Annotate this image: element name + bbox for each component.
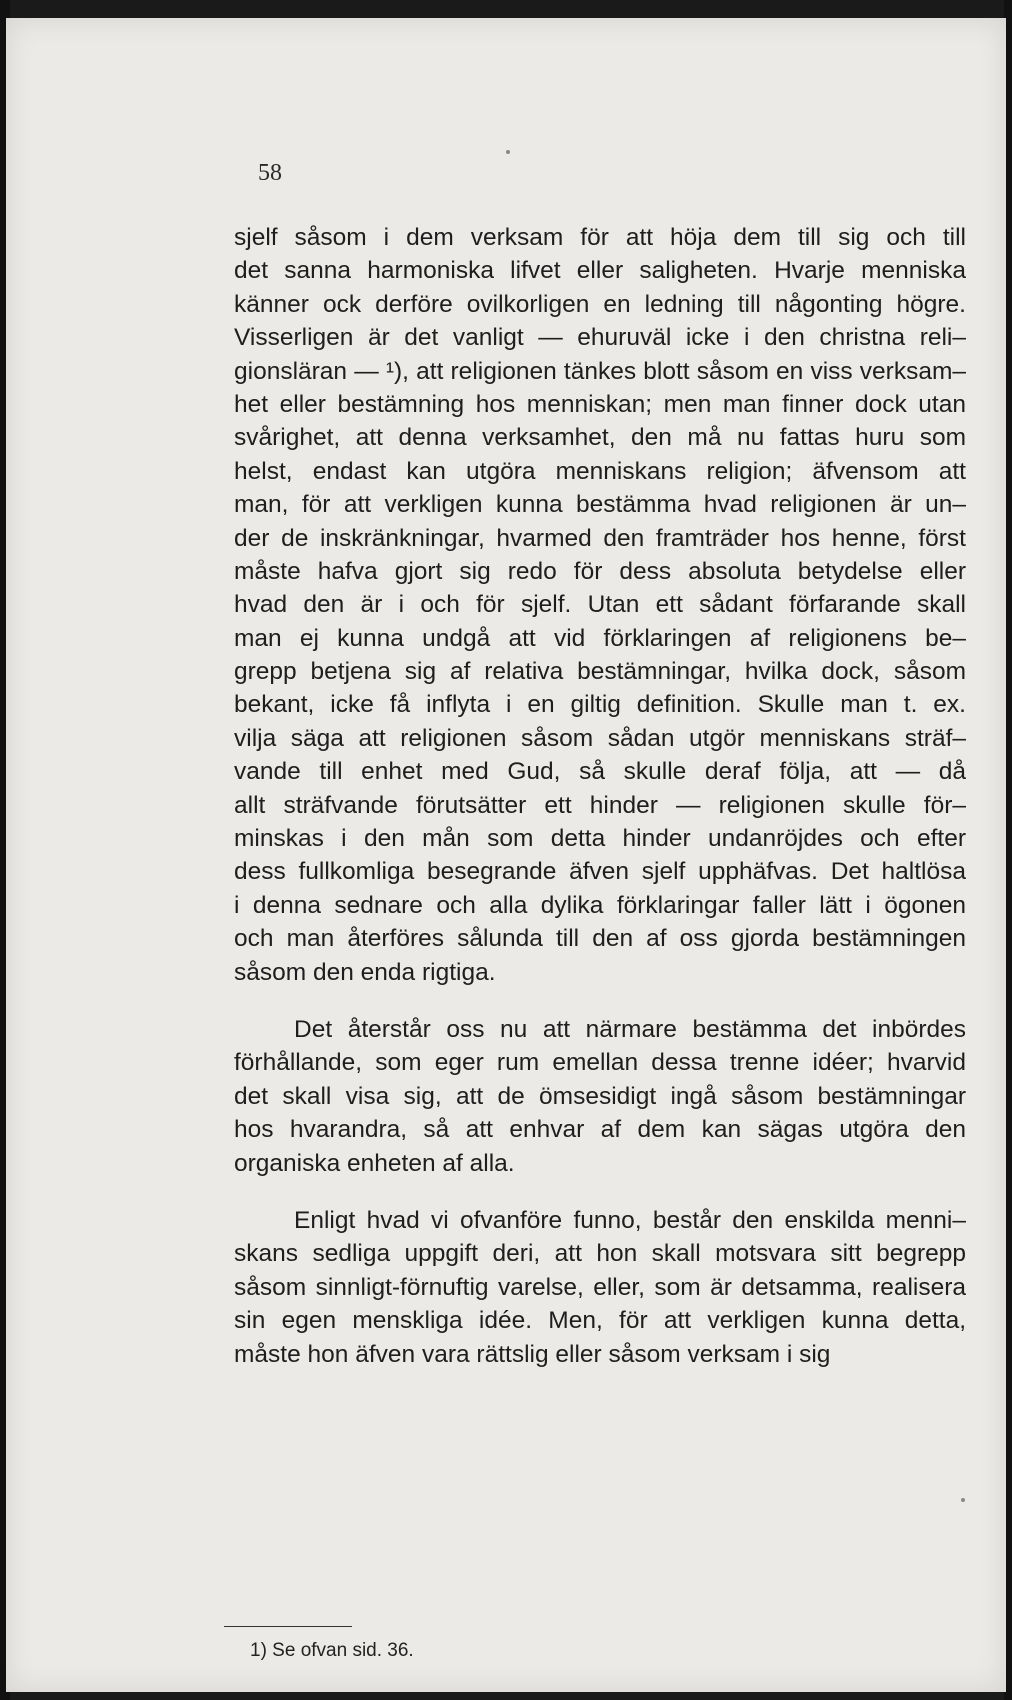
text-line: vande till enhet med Gud, så skulle deraf följa, att — då (234, 758, 966, 786)
paragraph-gap (234, 989, 966, 1013)
text-line: sin egen menskliga idée. Men, för att verkligen kunna detta, (234, 1307, 966, 1335)
text-line: man ej kunna undgå att vid förklaringen af religionens be– (234, 624, 966, 652)
body-text (234, 221, 966, 1371)
text-line: det skall visa sig, att de ömsesidigt ingå såsom bestämningar (234, 1082, 966, 1110)
text-line: det sanna harmoniska lifvet eller saligheten. Hvarje menniska (234, 257, 966, 285)
text-line: allt sträfvande förutsätter ett hinder — religionen skulle för– (234, 791, 966, 819)
text-line: der de inskränkningar, hvarmed den framträder hos henne, först (234, 524, 966, 552)
paper-speck (961, 1498, 965, 1502)
page-number: 58 (258, 160, 282, 186)
text-line: vilja säga att religionen såsom sådan utgör menniskans sträf– (234, 724, 966, 752)
text-line: känner ock derföre ovilkorligen en ledning till någonting högre. (234, 290, 966, 318)
text-line: såsom sinnligt-förnuftig varelse, eller, som är detsamma, realisera (234, 1273, 966, 1301)
text-line: måste hafva gjort sig redo för dess absoluta betydelse eller (234, 557, 966, 585)
text-line: gionsläran — ¹), att religionen tänkes blott såsom en viss verksam– (234, 357, 966, 385)
text-line: såsom den enda rigtiga. (234, 958, 496, 986)
text-line: och man återföres sålunda till den af oss gjorda bestämningen (234, 925, 966, 953)
paper-speck (506, 150, 510, 154)
text-line: het eller bestämning hos menniskan; men man finner dock utan (234, 390, 966, 418)
text-line: organiska enheten af alla. (234, 1149, 515, 1177)
text-line: hos hvarandra, så att enhvar af dem kan sägas utgöra den (234, 1116, 966, 1144)
text-line: grepp betjena sig af relativa bestämningar, hvilka dock, såsom (234, 658, 966, 686)
text-line: man, för att verkligen kunna bestämma hvad religionen är un– (234, 491, 966, 519)
text-line: förhållande, som eger rum emellan dessa trenne idéer; hvarvid (234, 1049, 966, 1077)
text-line: Enligt hvad vi ofvanföre funno, består den enskilda menni– (294, 1206, 966, 1234)
footnote: 1) Se ofvan sid. 36. (250, 1640, 414, 1661)
text-line: bekant, icke få inflyta i en giltig definition. Skulle man t. ex. (234, 691, 966, 719)
footnote-rule (224, 1626, 352, 1627)
text-line: minskas i den mån som detta hinder undanröjdes och efter (234, 825, 966, 853)
text-line: måste hon äfven vara rättslig eller såsom verksam i sig (234, 1340, 831, 1368)
text-line: i denna sednare och alla dylika förklaringar faller lätt i ögonen (234, 891, 966, 919)
text-line: hvad den är i och för sjelf. Utan ett sådant förfarande skall (234, 591, 966, 619)
paragraph-gap (234, 1180, 966, 1204)
text-line: helst, endast kan utgöra menniskans religion; äfvensom att (234, 457, 966, 485)
text-line: sjelf såsom i dem verksam för att höja dem till sig och till (234, 224, 966, 251)
text-line: dess fullkomliga besegrande äfven sjelf upphäfvas. Det haltlösa (234, 858, 966, 886)
text-line: Det återstår oss nu att närmare bestämma det inbördes (294, 1015, 966, 1043)
text-line: svårighet, att denna verksamhet, den må nu fattas huru som (234, 424, 966, 452)
text-line: Visserligen är det vanligt — ehuruväl icke i den christna reli– (234, 324, 966, 352)
text-line: skans sedliga uppgift deri, att hon skall motsvara sitt begrepp (234, 1240, 966, 1268)
